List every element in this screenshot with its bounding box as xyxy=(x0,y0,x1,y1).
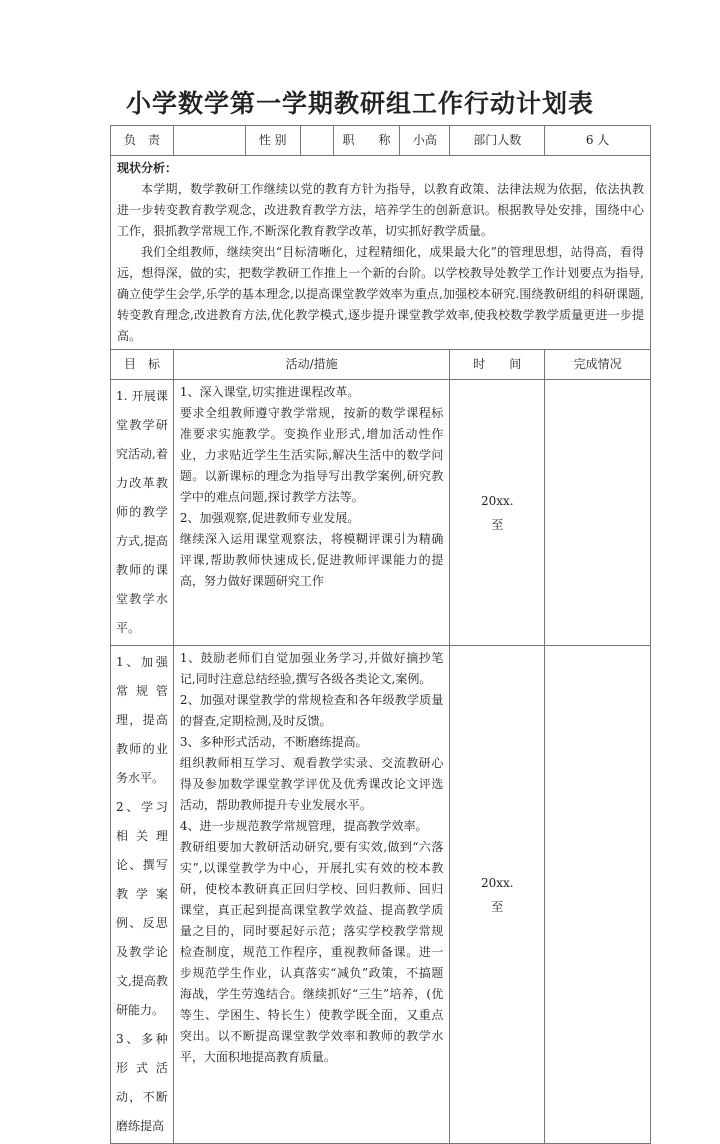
activity-line: 要求全组教师遵守教学常规，按新的数学课程标准要求实施教学。变换作业形式,增加活动性作业，力求贴近学生生活实际,解决生活中的数学问题。以新课标的理念为指导写出教学案例,研究教学中的难点问题,探讨教学方法等。 xyxy=(179,406,444,504)
activity-line: 4、进一步规范教学常规管理，提高教学效率。 xyxy=(179,819,428,833)
time-from: 20xx. xyxy=(480,875,514,890)
activity-line: 教研组要加大教研活动研究,要有实效,做到“六落实”,以课堂教学为中心，开展扎实有效的校本教研，使校本教研真正回归学校、回归教师、回归课堂，真正起到提高课堂教学效益、提高教学质量之目的，同时要起好示范；落实学校教学常规检查制度，规范工作程序，重视教师备课。进一步规范学生作业，认真落实“减负”政策，不搞题海战，学生劳逸结合。继续抓好“三生”培养，(优等生、学困生、特长生）使教学既全面，又重点突出。以不断提高课堂教学效率和教师的教学水平，大面积地提高教育质量。 xyxy=(179,840,444,1064)
activity-line: 3、多种形式活动，不断磨练提高。 xyxy=(179,735,368,749)
time-to: 至 xyxy=(491,517,504,532)
activity-line: 继续深入运用课堂观察法，将模糊评课引为精确评课,帮助教师快速成长,促进教师评课能力的提高，努力做好课题研究工作 xyxy=(179,532,444,588)
goal-item: 2、学习相关理论、撰写教学案例、反思及教学论文,提高教研能力。 xyxy=(116,800,168,1017)
responsible-value xyxy=(173,126,245,156)
time-from: 20xx. xyxy=(480,493,514,508)
gender-label: 性 别 xyxy=(245,126,300,156)
info-row xyxy=(111,126,651,156)
goal-cell: 1. 开展课堂教学研究活动,着力改革教师的教学方式,提高教师的课堂教学水平。 xyxy=(111,380,174,646)
goal-cell xyxy=(111,646,174,1144)
activity-line: 组织教师相互学习、观看教学实录、交流教研心得及参加数学课堂教学评优及优秀课改论文评选活动，帮助教师提升专业发展水平。 xyxy=(179,756,444,812)
time-header: 时 间 xyxy=(450,350,545,380)
activity-line: 2、加强对课堂教学的常规检查和各年级教学质量的督查,定期检测,及时反馈。 xyxy=(179,693,444,728)
analysis-paragraph: 本学期，数学教研工作继续以党的教育方针为指导，以教育政策、法律法规为依据，依法执教进一步转变教育教学观念，改进教育教学方法，培养学生的创新意识。根据教导处安排，围绕中心工作，狠抓教学常规工作,不断深化教育教学改革，切实抓好教学质量。 xyxy=(117,182,644,238)
dept-count-value: 6 人 xyxy=(545,126,651,156)
activity-line: 2、加强观察,促进教师专业发展。 xyxy=(179,511,360,525)
column-header-row xyxy=(111,350,651,380)
status-header: 完成情况 xyxy=(545,350,651,380)
responsible-label: 负 责 xyxy=(111,126,174,156)
goal-item: 3、多种形式活动，不断磨练提高 xyxy=(116,1032,168,1133)
time-to: 至 xyxy=(491,899,504,914)
activity-line: 1、深入课堂,切实推进课程改革。 xyxy=(179,385,360,399)
time-cell xyxy=(450,380,545,646)
goal-header: 目 标 xyxy=(111,350,174,380)
dept-count-label: 部门人数 xyxy=(450,126,545,156)
rank-label: 职 称 xyxy=(333,126,400,156)
table-row xyxy=(111,646,651,1144)
rank-value: 小高 xyxy=(400,126,450,156)
analysis-heading: 现状分析： xyxy=(117,161,178,175)
table-row xyxy=(111,380,651,646)
time-cell xyxy=(450,646,545,1144)
page-title: 小学数学第一学期教研组工作行动计划表 xyxy=(125,89,594,118)
gender-value xyxy=(300,126,333,156)
activity-cell xyxy=(173,380,449,646)
activity-cell xyxy=(173,646,449,1144)
status-cell xyxy=(545,380,651,646)
goal-item: 1、加强常规管理，提高教师的业务水平。 xyxy=(116,655,168,785)
analysis-row xyxy=(111,156,651,350)
activity-line: 1、鼓励老师们自觉加强业务学习,并做好摘抄笔记,同时注意总结经验,撰写各级各类论文,案例。 xyxy=(179,651,444,686)
analysis-paragraph: 我们全组教师，继续突出“目标清晰化，过程精细化，成果最大化”的管理思想，站得高，看得远，想得深，做的实，把数学教研工作推上一个新的台阶。以学校教导处教学工作计划要点为指导,确立使学生会学,乐学的基本理念,以提高课堂教学效率为重点,加强校本研究.围绕教研组的科研课题,转变教育理念,改进教育方法,优化教学模式,逐步提升课堂教学效率,使我校数学教学质量更进一步提高。 xyxy=(117,245,644,343)
plan-table xyxy=(110,125,651,1144)
activity-header: 活动/措施 xyxy=(173,350,449,380)
status-cell xyxy=(545,646,651,1144)
